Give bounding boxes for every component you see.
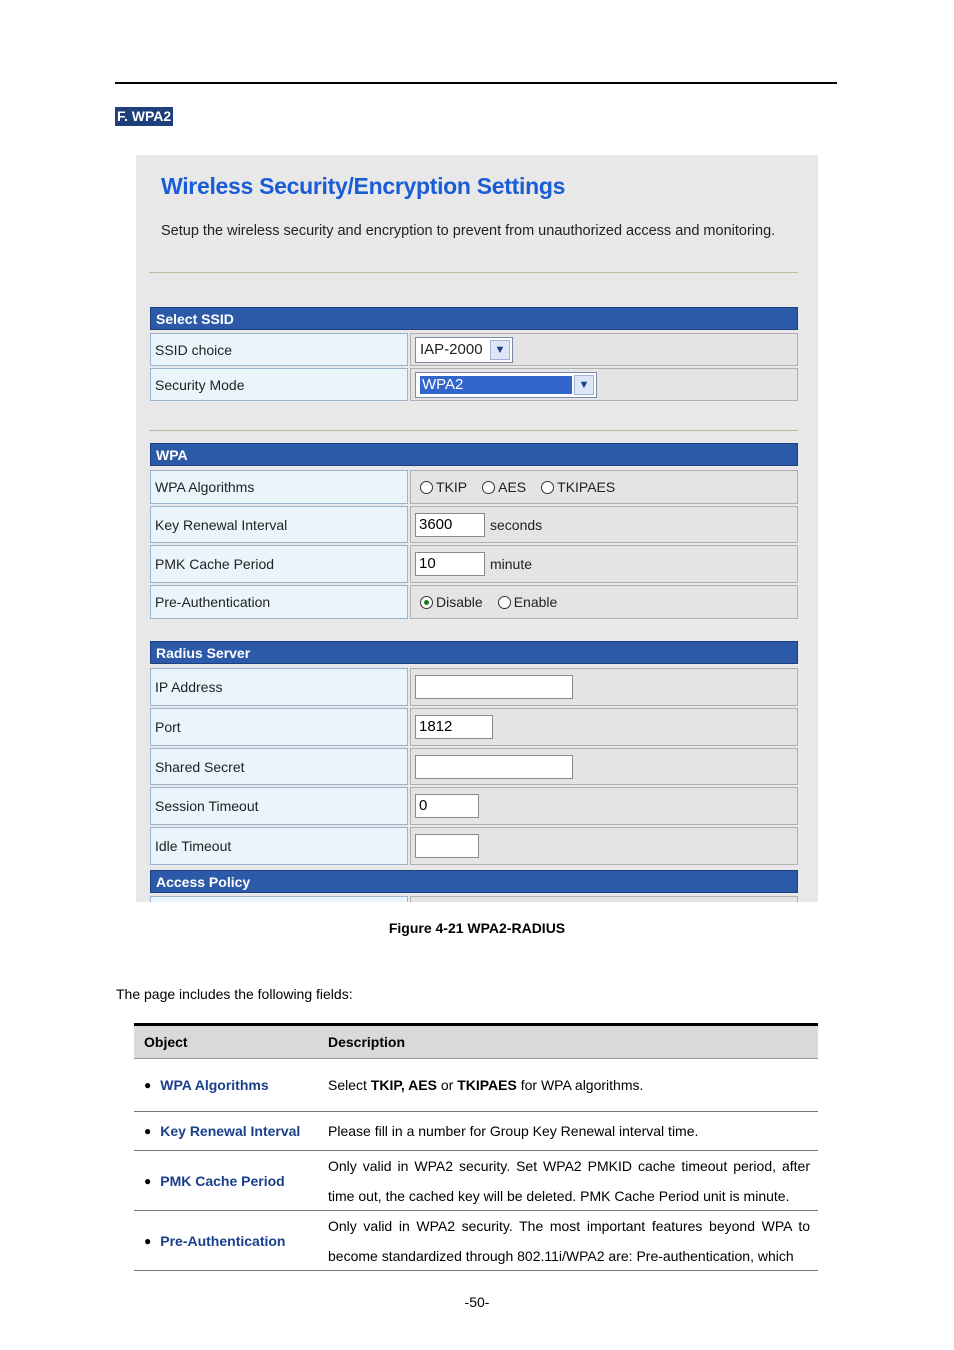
settings-title: Wireless Security/Encryption Settings: [161, 173, 566, 199]
wpa-algorithms-cell: [410, 470, 798, 504]
pre-auth-cell: [410, 585, 798, 619]
radio-icon[interactable]: [482, 481, 495, 494]
radio-icon[interactable]: [541, 481, 554, 494]
port-cell: [410, 708, 798, 746]
shared-secret-input[interactable]: [415, 755, 573, 779]
key-renewal-cell: [410, 506, 798, 543]
algorithm-option-tkip[interactable]: TKIP: [420, 479, 467, 495]
row-description: Select TKIP, AES or TKIPAES for WPA algorithms.: [328, 1077, 644, 1093]
row-description: Only valid in WPA2 security. The most important features beyond WPA to become standardized through 802.11i/WPA2 are: Pre-authentication, which: [328, 1217, 810, 1264]
access-policy-header: Access Policy: [150, 870, 798, 893]
radio-icon[interactable]: [498, 596, 511, 609]
pre-auth-label: Pre-Authentication: [150, 585, 408, 619]
algorithm-option-aes[interactable]: AES: [482, 479, 526, 495]
bullet-icon: ●: [144, 1233, 152, 1248]
pre-auth-disable-option[interactable]: Disable: [420, 594, 483, 610]
session-timeout-cell: [410, 787, 798, 825]
radio-selected-icon[interactable]: [420, 596, 433, 609]
settings-description: Setup the wireless security and encryption to prevent from unauthorized access and monitoring.: [161, 223, 776, 239]
table-row: [134, 1151, 818, 1211]
pre-auth-enable-option[interactable]: Enable: [498, 594, 558, 610]
header-object: Object: [144, 1034, 188, 1050]
ssid-choice-select[interactable]: [415, 337, 513, 363]
row-object: ● WPA Algorithms: [144, 1077, 269, 1093]
table-row: [134, 1059, 818, 1112]
ssid-choice-label: SSID choice: [150, 333, 408, 366]
idle-timeout-label: Idle Timeout: [150, 827, 408, 865]
section-heading: F. WPA2: [117, 108, 172, 124]
security-mode-cell: [410, 368, 798, 401]
header-description: Description: [328, 1034, 406, 1050]
access-policy-row-field: [410, 896, 798, 902]
idle-timeout-input[interactable]: [415, 834, 479, 858]
row-object: ● Key Renewal Interval: [144, 1123, 301, 1139]
port-label: Port: [150, 708, 408, 746]
key-renewal-input[interactable]: 3600: [415, 513, 485, 537]
select-ssid-header: Select SSID: [150, 307, 798, 330]
wpa-algorithms-label: WPA Algorithms: [150, 470, 408, 504]
divider: [149, 430, 798, 431]
pmk-cache-label: PMK Cache Period: [150, 545, 408, 583]
key-renewal-unit: seconds: [490, 516, 543, 533]
ssid-choice-cell: [410, 333, 798, 366]
algorithm-option-tkipaes[interactable]: TKIPAES: [541, 479, 615, 495]
pmk-cache-unit: minute: [490, 556, 533, 572]
wpa-header: WPA: [150, 443, 798, 466]
fields-table: [134, 1023, 818, 1271]
idle-timeout-cell: [410, 827, 798, 865]
table-header: [134, 1026, 818, 1059]
port-input[interactable]: 1812: [415, 715, 493, 739]
row-object: ● Pre-Authentication: [144, 1232, 286, 1249]
top-rule: [115, 82, 837, 84]
table-row: [134, 1211, 818, 1271]
row-description: Please fill in a number for Group Key Renewal interval time.: [328, 1123, 699, 1139]
key-renewal-label: Key Renewal Interval: [150, 506, 408, 543]
row-description: Only valid in WPA2 security. Set WPA2 PMKID cache timeout period, after time out, the cached key will be deleted. PMK Cache Period unit is minute.: [328, 1157, 810, 1204]
row-object: ● PMK Cache Period: [144, 1172, 285, 1189]
shared-secret-cell: [410, 748, 798, 785]
table-row: [134, 1112, 818, 1151]
figure-caption: Figure 4-21 WPA2-RADIUS: [388, 920, 566, 936]
radius-server-header: Radius Server: [150, 641, 798, 664]
intro-text: The page includes the following fields:: [116, 986, 353, 1002]
chevron-down-icon[interactable]: ▼: [490, 340, 510, 360]
session-timeout-input[interactable]: 0: [415, 794, 479, 818]
ip-address-label: IP Address: [150, 668, 408, 706]
access-policy-row-label: [150, 896, 408, 902]
bullet-icon: ●: [144, 1124, 152, 1138]
radio-icon[interactable]: [420, 481, 433, 494]
pmk-cache-input[interactable]: 10: [415, 552, 485, 576]
session-timeout-label: Session Timeout: [150, 787, 408, 825]
bullet-icon: ●: [144, 1078, 152, 1092]
ip-address-input[interactable]: [415, 675, 573, 699]
chevron-down-icon[interactable]: ▼: [574, 375, 594, 395]
divider: [149, 272, 798, 273]
page-number: -50-: [464, 1294, 490, 1310]
bullet-icon: ●: [144, 1173, 152, 1188]
security-mode-select[interactable]: [415, 372, 597, 398]
pmk-cache-cell: [410, 545, 798, 583]
ip-address-cell: [410, 668, 798, 706]
ssid-choice-value: IAP-2000: [420, 341, 483, 358]
settings-screenshot: [136, 155, 818, 902]
security-mode-label: Security Mode: [150, 368, 408, 401]
security-mode-value: WPA2: [420, 376, 572, 394]
shared-secret-label: Shared Secret: [150, 748, 408, 785]
